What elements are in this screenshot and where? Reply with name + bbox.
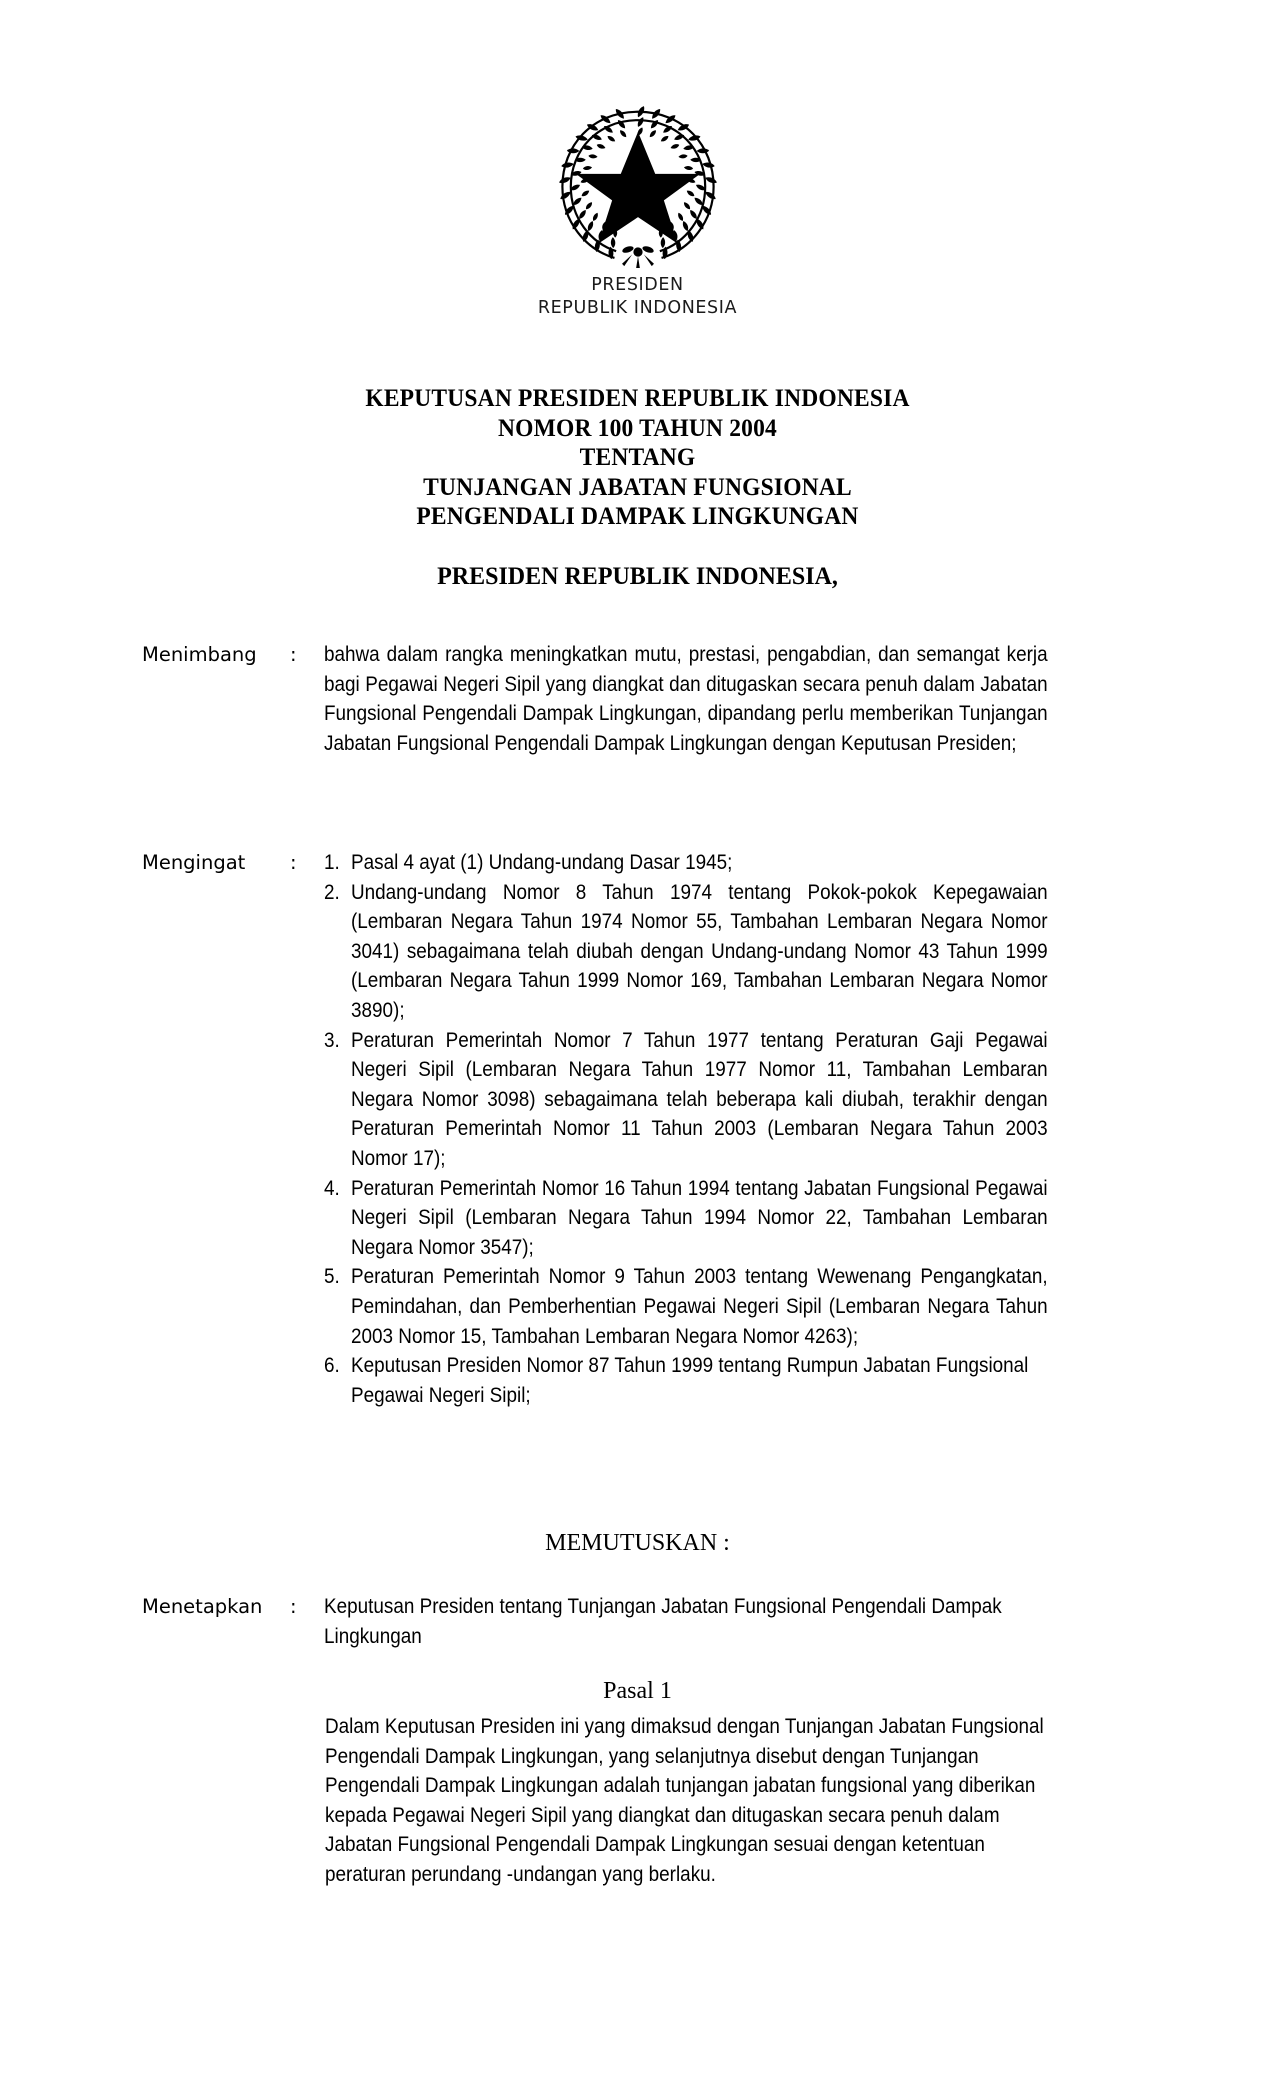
- clause-menimbang: [142, 640, 1128, 758]
- menetapkan-colon: :: [290, 1595, 297, 1618]
- menimbang-colon: :: [290, 643, 297, 666]
- mengingat-item: Undang-undang Nomor 8 Tahun 1974 tentang Pokok-pokok Kepegawaian (Lembaran Negara Tahun 1974 Nomor 55, Tambahan Lembaran Negara Nomor 3041) sebagaimana telah diubah dengan Undang-undang Nomor 43 Tahun 1999 (Lembaran Negara Tahun 1999 Nomor 169, Tambahan Lembaran Negara Nomor 3890);: [351, 880, 1048, 1022]
- pasal-1-text: Dalam Keputusan Presiden ini yang dimaksud dengan Tunjangan Jabatan Fungsional Pengendali Dampak Lingkungan, yang selanjutnya disebut dengan Tunjangan Pengendali Dampak Lingkungan adalah tunjangan jabatan fungsional yang diberikan kepada Pegawai Negeri Sipil yang diangkat dan ditugaskan secara penuh dalam Jabatan Fungsional Pengendali Dampak Lingkungan sesuai dengan ketentuan peraturan perundang -undangan yang berlaku.: [325, 1715, 1044, 1886]
- title-line-1: KEPUTUSAN PRESIDEN REPUBLIK INDONESIA: [365, 385, 910, 412]
- clause-menetapkan: [142, 1592, 1128, 1651]
- emblem-caption-line-2: REPUBLIK INDONESIA: [537, 298, 738, 318]
- document-title: [38, 384, 1237, 532]
- mengingat-colon: :: [290, 851, 297, 874]
- mengingat-item: Peraturan Pemerintah Nomor 9 Tahun 2003 tentang Wewenang Pengangkatan, Pemindahan, dan Pemberhentian Pegawai Negeri Sipil (Lembaran Negara Tahun 2003 Nomor 15, Tambahan Lembaran Negara Nomor 4263);: [351, 1265, 1048, 1348]
- title-line-4: TUNJANGAN JABATAN FUNGSIONAL: [423, 473, 852, 501]
- title-line-2: NOMOR 100 TAHUN 2004: [497, 414, 778, 442]
- pasal-1-heading: Pasal 1: [603, 1678, 672, 1704]
- menimbang-label: Menimbang: [142, 643, 257, 666]
- pasal-1-body: [325, 1712, 1048, 1890]
- emblem-block: [0, 100, 1275, 320]
- emblem-caption: [0, 274, 1275, 320]
- title-line-3: TENTANG: [579, 444, 696, 471]
- menetapkan-label: Menetapkan: [142, 1595, 263, 1618]
- memutuskan-heading: MEMUTUSKAN :: [545, 1530, 730, 1556]
- indonesia-presidential-star-wreath-emblem: [553, 100, 723, 268]
- mengingat-label: Mengingat: [142, 851, 246, 874]
- title-line-5: PENGENDALI DAMPAK LINGKUNGAN: [416, 503, 859, 530]
- menimbang-body: [324, 640, 1048, 758]
- emblem-caption-line-1: PRESIDEN: [591, 275, 684, 295]
- mengingat-list: [324, 848, 1048, 1410]
- decree-authority: PRESIDEN REPUBLIK INDONESIA,: [437, 563, 838, 590]
- menetapkan-body: [324, 1592, 1048, 1651]
- mengingat-item: Pasal 4 ayat (1) Undang-undang Dasar 1945;: [351, 851, 733, 874]
- mengingat-item: Peraturan Pemerintah Nomor 7 Tahun 1977 tentang Peraturan Gaji Pegawai Negeri Sipil (Lembaran Negara Tahun 1977 Nomor 11, Tambahan Lembaran Negara Nomor 3098) sebagaimana telah beberapa kali diubah, terakhir dengan Peraturan Pemerintah Nomor 11 Tahun 2003 (Lembaran Negara Tahun 2003 Nomor 17);: [351, 1028, 1048, 1170]
- menimbang-text: bahwa dalam rangka meningkatkan mutu, prestasi, pengabdian, dan semangat kerja bagi Pegawai Negeri Sipil yang diangkat dan ditugaskan secara penuh dalam Jabatan Fungsional Pengendali Dampak Lingkungan, dipandang perlu memberikan Tunjangan Jabatan Fungsional Pengendali Dampak Lingkungan dengan Keputusan Presiden;: [324, 643, 1048, 755]
- mengingat-item: Peraturan Pemerintah Nomor 16 Tahun 1994 tentang Jabatan Fungsional Pegawai Negeri Sipil (Lembaran Negara Tahun 1994 Nomor 22, Tambahan Lembaran Negara Nomor 3547);: [351, 1176, 1048, 1259]
- menetapkan-text: Keputusan Presiden tentang Tunjangan Jabatan Fungsional Pengendali Dampak Lingkungan: [324, 1595, 1002, 1648]
- mengingat-body: [324, 848, 1048, 1410]
- clause-mengingat: [142, 848, 1128, 1410]
- mengingat-item: Keputusan Presiden Nomor 87 Tahun 1999 tentang Rumpun Jabatan Fungsional Pegawai Negeri Sipil;: [351, 1354, 1029, 1407]
